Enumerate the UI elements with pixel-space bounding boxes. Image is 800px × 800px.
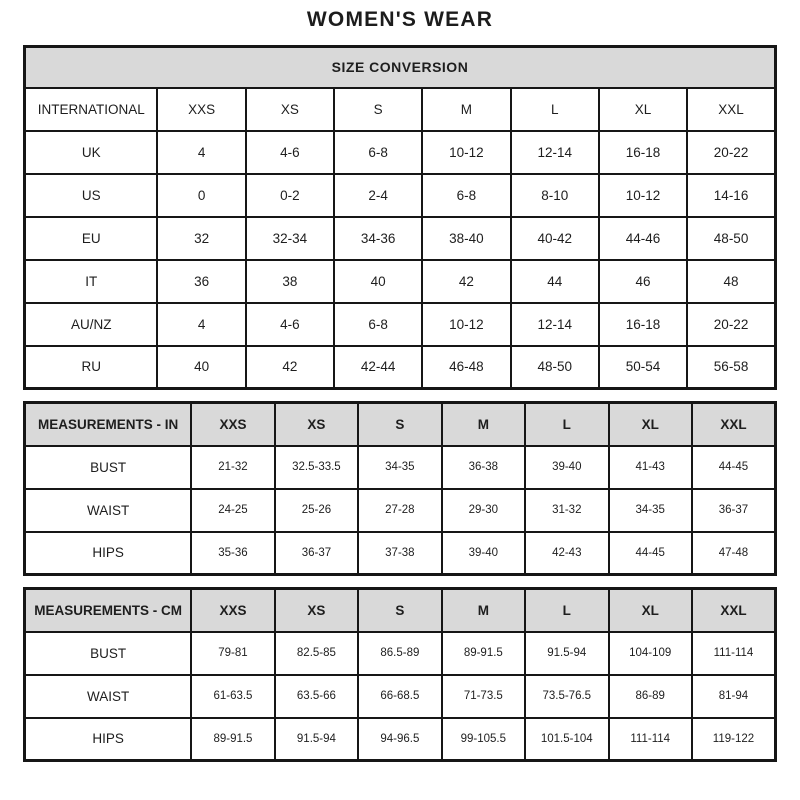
size-value-cell: 42 bbox=[422, 260, 510, 303]
measurements_cm-header-row bbox=[25, 589, 776, 632]
size-conversion-banner: SIZE CONVERSION bbox=[25, 47, 776, 88]
size-value-cell: 6-8 bbox=[334, 303, 422, 346]
size-value-cell: 89-91.5 bbox=[191, 718, 274, 761]
row-label: HIPS bbox=[25, 532, 192, 575]
row-label: IT bbox=[25, 260, 158, 303]
size-value-cell: 39-40 bbox=[525, 446, 608, 489]
size-value-cell: 36 bbox=[157, 260, 245, 303]
size-value-cell: 111-114 bbox=[609, 718, 692, 761]
size_conversion-header-row bbox=[25, 88, 776, 131]
size-value-cell: 27-28 bbox=[358, 489, 441, 532]
column-header-size: XS bbox=[275, 589, 358, 632]
size-value-cell: 35-36 bbox=[191, 532, 274, 575]
measurements_in-header-row bbox=[25, 403, 776, 446]
size-value-cell: 34-36 bbox=[334, 217, 422, 260]
size-value-cell: 111-114 bbox=[692, 632, 776, 675]
row-label: US bbox=[25, 174, 158, 217]
size-value-cell: 71-73.5 bbox=[442, 675, 525, 718]
size-value-cell: 46 bbox=[599, 260, 687, 303]
row-label: HIPS bbox=[25, 718, 192, 761]
size-value-cell: 41-43 bbox=[609, 446, 692, 489]
size-value-cell: 48-50 bbox=[511, 346, 599, 389]
size-value-cell: 99-105.5 bbox=[442, 718, 525, 761]
size-value-cell: 47-48 bbox=[692, 532, 776, 575]
size-value-cell: 4-6 bbox=[246, 131, 334, 174]
column-header-size: XXS bbox=[157, 88, 245, 131]
size-value-cell: 40 bbox=[157, 346, 245, 389]
table-title-cell: MEASUREMENTS - IN bbox=[25, 403, 192, 446]
column-header-size: L bbox=[511, 88, 599, 131]
column-header-size: S bbox=[358, 589, 441, 632]
size-value-cell: 44-45 bbox=[609, 532, 692, 575]
size-value-cell: 34-35 bbox=[609, 489, 692, 532]
size-value-cell: 91.5-94 bbox=[525, 632, 608, 675]
table-row bbox=[25, 303, 776, 346]
size-value-cell: 34-35 bbox=[358, 446, 441, 489]
size-value-cell: 16-18 bbox=[599, 131, 687, 174]
size-value-cell: 104-109 bbox=[609, 632, 692, 675]
table-row bbox=[25, 174, 776, 217]
column-header-size: XXL bbox=[692, 403, 776, 446]
row-label: BUST bbox=[25, 632, 192, 675]
size-value-cell: 46-48 bbox=[422, 346, 510, 389]
size-value-cell: 40-42 bbox=[511, 217, 599, 260]
size-value-cell: 2-4 bbox=[334, 174, 422, 217]
size-value-cell: 42-43 bbox=[525, 532, 608, 575]
column-header-size: XL bbox=[609, 403, 692, 446]
row-label: UK bbox=[25, 131, 158, 174]
column-header-size: XXL bbox=[692, 589, 776, 632]
row-label: EU bbox=[25, 217, 158, 260]
size-value-cell: 14-16 bbox=[687, 174, 775, 217]
column-header-size: M bbox=[442, 589, 525, 632]
column-header-size: S bbox=[334, 88, 422, 131]
size-value-cell: 66-68.5 bbox=[358, 675, 441, 718]
table-title-cell: INTERNATIONAL bbox=[25, 88, 158, 131]
size-value-cell: 10-12 bbox=[422, 131, 510, 174]
table-row bbox=[25, 260, 776, 303]
table-row bbox=[25, 632, 776, 675]
table-row bbox=[25, 532, 776, 575]
size-value-cell: 0 bbox=[157, 174, 245, 217]
column-header-size: XL bbox=[609, 589, 692, 632]
size-value-cell: 0-2 bbox=[246, 174, 334, 217]
size-value-cell: 25-26 bbox=[275, 489, 358, 532]
size-value-cell: 81-94 bbox=[692, 675, 776, 718]
size-value-cell: 44-46 bbox=[599, 217, 687, 260]
size-value-cell: 73.5-76.5 bbox=[525, 675, 608, 718]
column-header-size: XXL bbox=[687, 88, 775, 131]
size-value-cell: 31-32 bbox=[525, 489, 608, 532]
size-value-cell: 32.5-33.5 bbox=[275, 446, 358, 489]
size-value-cell: 38 bbox=[246, 260, 334, 303]
size-value-cell: 86-89 bbox=[609, 675, 692, 718]
column-header-size: L bbox=[525, 589, 608, 632]
measurements-in-table bbox=[23, 401, 777, 576]
column-header-size: M bbox=[422, 88, 510, 131]
size-value-cell: 89-91.5 bbox=[442, 632, 525, 675]
size-value-cell: 42-44 bbox=[334, 346, 422, 389]
size-chart-page bbox=[23, 8, 777, 762]
size-value-cell: 86.5-89 bbox=[358, 632, 441, 675]
row-label: WAIST bbox=[25, 489, 192, 532]
size-conversion-banner-row bbox=[25, 47, 776, 88]
table-row bbox=[25, 446, 776, 489]
size-value-cell: 32-34 bbox=[246, 217, 334, 260]
size-value-cell: 20-22 bbox=[687, 303, 775, 346]
column-header-size: XXS bbox=[191, 589, 274, 632]
size-value-cell: 10-12 bbox=[599, 174, 687, 217]
size-value-cell: 44 bbox=[511, 260, 599, 303]
size-value-cell: 29-30 bbox=[442, 489, 525, 532]
size-value-cell: 38-40 bbox=[422, 217, 510, 260]
row-label: RU bbox=[25, 346, 158, 389]
size-value-cell: 32 bbox=[157, 217, 245, 260]
column-header-size: XS bbox=[275, 403, 358, 446]
size-value-cell: 12-14 bbox=[511, 303, 599, 346]
size-value-cell: 40 bbox=[334, 260, 422, 303]
size-value-cell: 61-63.5 bbox=[191, 675, 274, 718]
size-value-cell: 48-50 bbox=[687, 217, 775, 260]
size-value-cell: 79-81 bbox=[191, 632, 274, 675]
table-row bbox=[25, 489, 776, 532]
column-header-size: M bbox=[442, 403, 525, 446]
table-title-cell: MEASUREMENTS - CM bbox=[25, 589, 192, 632]
table-row bbox=[25, 217, 776, 260]
size-value-cell: 101.5-104 bbox=[525, 718, 608, 761]
size-value-cell: 16-18 bbox=[599, 303, 687, 346]
column-header-size: L bbox=[525, 403, 608, 446]
size-value-cell: 37-38 bbox=[358, 532, 441, 575]
column-header-size: S bbox=[358, 403, 441, 446]
size-value-cell: 21-32 bbox=[191, 446, 274, 489]
column-header-size: XS bbox=[246, 88, 334, 131]
size-value-cell: 48 bbox=[687, 260, 775, 303]
table-row bbox=[25, 718, 776, 761]
size-value-cell: 36-38 bbox=[442, 446, 525, 489]
size-value-cell: 12-14 bbox=[511, 131, 599, 174]
column-header-size: XXS bbox=[191, 403, 274, 446]
size-value-cell: 8-10 bbox=[511, 174, 599, 217]
size-value-cell: 63.5-66 bbox=[275, 675, 358, 718]
size-value-cell: 36-37 bbox=[692, 489, 776, 532]
table-row bbox=[25, 346, 776, 389]
size-value-cell: 119-122 bbox=[692, 718, 776, 761]
size-value-cell: 94-96.5 bbox=[358, 718, 441, 761]
table-row bbox=[25, 675, 776, 718]
column-header-size: XL bbox=[599, 88, 687, 131]
size-value-cell: 4 bbox=[157, 303, 245, 346]
size-value-cell: 44-45 bbox=[692, 446, 776, 489]
size-value-cell: 4-6 bbox=[246, 303, 334, 346]
size-value-cell: 10-12 bbox=[422, 303, 510, 346]
size-value-cell: 42 bbox=[246, 346, 334, 389]
size-conversion-table bbox=[23, 45, 777, 390]
table-row bbox=[25, 131, 776, 174]
size-value-cell: 82.5-85 bbox=[275, 632, 358, 675]
measurements-cm-table bbox=[23, 587, 777, 762]
row-label: AU/NZ bbox=[25, 303, 158, 346]
row-label: BUST bbox=[25, 446, 192, 489]
size-value-cell: 91.5-94 bbox=[275, 718, 358, 761]
size-value-cell: 4 bbox=[157, 131, 245, 174]
size-value-cell: 20-22 bbox=[687, 131, 775, 174]
size-value-cell: 39-40 bbox=[442, 532, 525, 575]
size-value-cell: 24-25 bbox=[191, 489, 274, 532]
size-value-cell: 50-54 bbox=[599, 346, 687, 389]
size-value-cell: 36-37 bbox=[275, 532, 358, 575]
size-value-cell: 56-58 bbox=[687, 346, 775, 389]
size-value-cell: 6-8 bbox=[334, 131, 422, 174]
size-value-cell: 6-8 bbox=[422, 174, 510, 217]
row-label: WAIST bbox=[25, 675, 192, 718]
page-title: WOMEN'S WEAR bbox=[306, 8, 494, 31]
